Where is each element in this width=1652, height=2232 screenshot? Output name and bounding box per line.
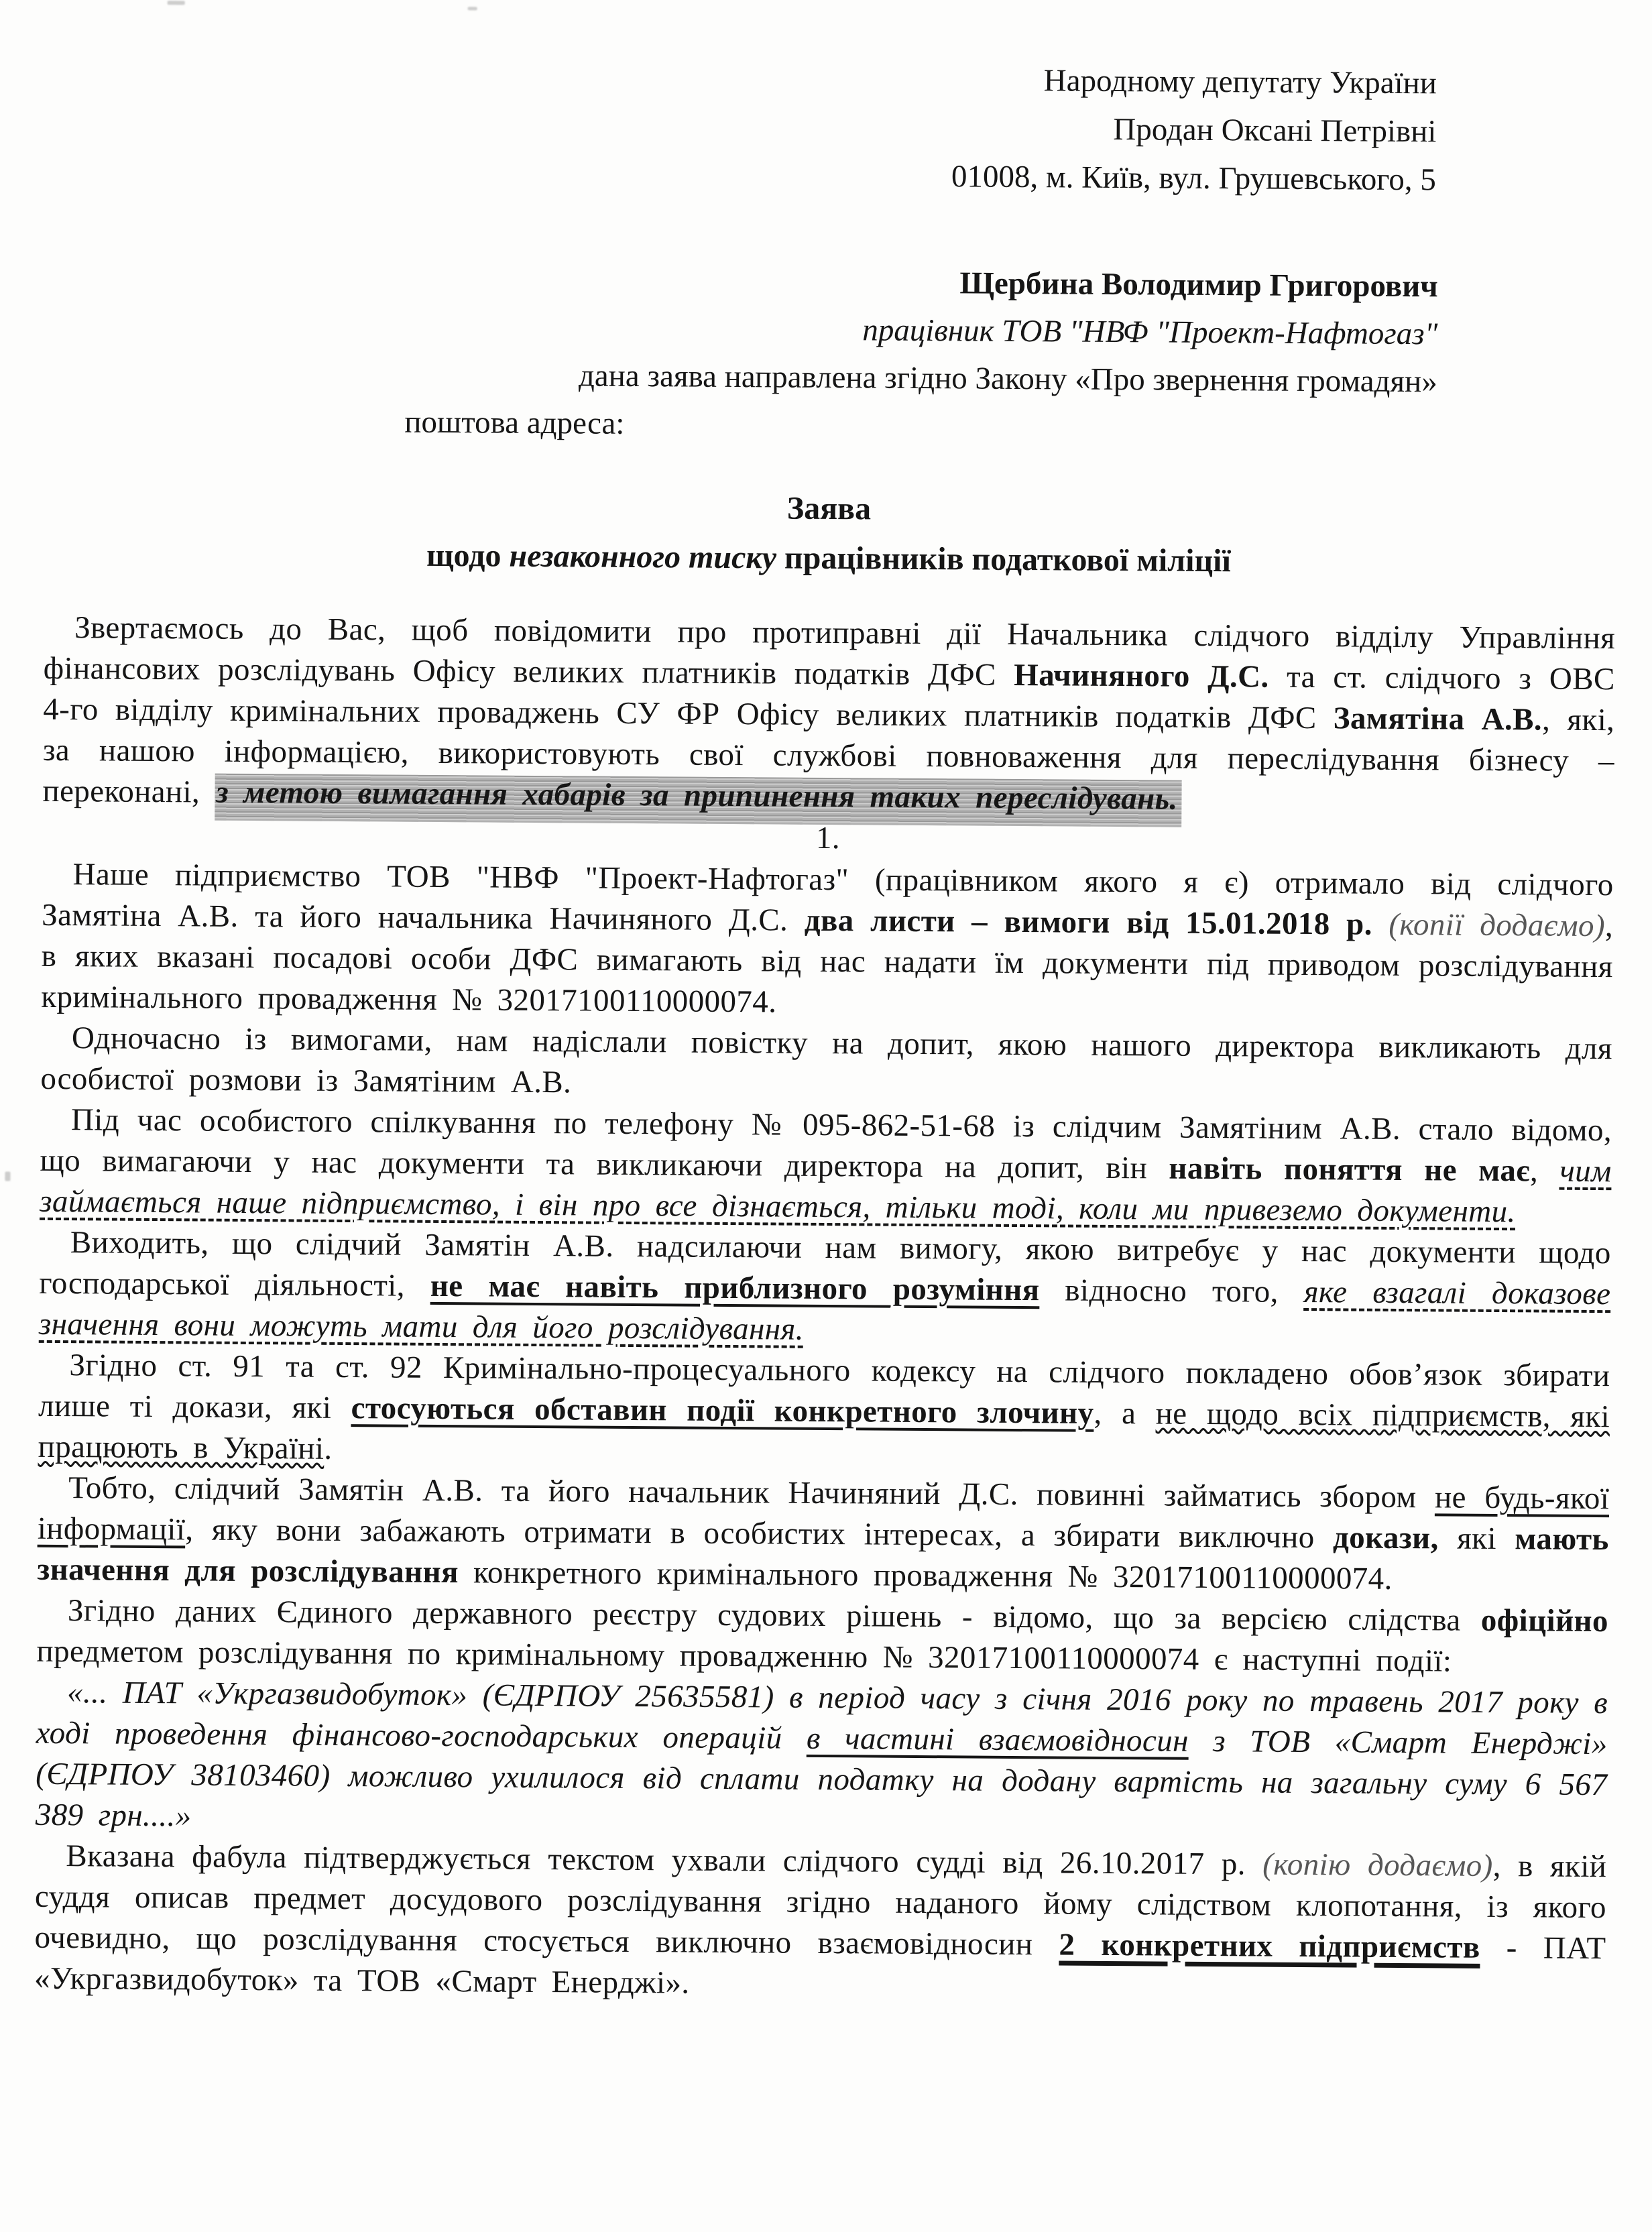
highlighted-text: з метою вимагання хабарів за припинення таких переслідувань. [215, 774, 1182, 827]
text-run: , [1529, 1153, 1560, 1189]
underlined-text: в частині взаємовідносин [806, 1720, 1189, 1759]
text-run: Виходить, що слідчий Замятін А.В. надсилаючи нам вимогу, якою витребує у нас документи щодо господарської діяльності, [39, 1225, 1611, 1303]
text-run: (копії додаємо) [1389, 906, 1606, 944]
underlined-text: чим займається наше підприємство, і він про все дізнається, тільки тоді, коли ми привеземо документи. [40, 1153, 1612, 1230]
text-run: Вказана фабула підтверджується текстом ухвали слідчого судді від 26.10.2017 р. [66, 1838, 1263, 1882]
text-run: офіційно [1480, 1602, 1609, 1639]
text-run: працівник ТОВ "НВФ "Проект-Нафтогаз" [862, 312, 1438, 352]
title-block [3, 479, 1652, 587]
text-run: Тобто, слідчий Замятін А.В. та його начальник Начиняний Д.С. повинні займатись збором [68, 1470, 1435, 1515]
paragraph [36, 1590, 1608, 1683]
paragraph [40, 1100, 1612, 1233]
text-run: два листи – вимоги від 15.01.2018 р. [804, 902, 1389, 942]
scan-artifact [468, 7, 477, 10]
recipient-line: 01008, м. Київ, вул. Грушевського, 5 [951, 159, 1437, 198]
text-run: навіть поняття не має [1169, 1151, 1531, 1189]
text-run: Під час особистого спілкування по телефону № 095-862-51-68 із слідчим Замятіним А.В. стало відомо, що вимагаючи у нас документи та викликаючи директора на допит, він [40, 1102, 1612, 1186]
text-run: та ст. слідчого з ОВС 4-го відділу кримінальних проваджень СУ ФР Офісу великих платників податків ДФС [43, 659, 1615, 736]
underlined-text: не будь-якої інформації [37, 1480, 1610, 1547]
document-body [34, 607, 1615, 2010]
underlined-text: не має навіть приблизного розуміння [430, 1268, 1040, 1308]
text-run: Щербина Володимир Григорович [959, 266, 1438, 304]
text-run: Начиняного Д.С. [1014, 657, 1269, 695]
paragraph [42, 607, 1615, 823]
text-run: Наше підприємство ТОВ "НВФ "Проект-Нафтогаз" (працівником якого я є) отримало від слідчого Замятіна А.В. та його начальника Начиняного Д.С. [42, 857, 1614, 938]
text-run: , а [1094, 1395, 1156, 1431]
document-title: Заява [786, 490, 872, 527]
underlined-text: стосуються обставин події конкретного злочину [351, 1391, 1094, 1431]
text-run: - ПАТ «Укргазвидобуток» та ТОВ «Смарт Енерджі». [34, 1930, 1606, 2001]
text-run: Згідно ст. 91 та ст. 92 Кримінально-процесуального кодексу на слідчого покладено обов’язок збирати лише ті докази, які [38, 1348, 1610, 1426]
text-run: відносно того, [1039, 1273, 1304, 1309]
text-run: , в якій суддя описав предмет досудового розслідування згідно наданого йому слідством клопотання, із якого очевидно, що розслідування стосується виключно взаємовідносин [34, 1848, 1607, 1962]
underlined-text: яке взагалі доказове значення вони можуть мати для його розслідування. [38, 1274, 1611, 1347]
recipient-line: Продан Оксані Петрівні [1113, 111, 1437, 150]
paragraph [34, 1836, 1607, 2010]
paragraph [37, 1468, 1609, 1601]
scan-artifact [168, 1, 185, 5]
scan-artifact [5, 1171, 10, 1181]
paragraph [40, 1018, 1612, 1110]
text-run: поштова адреса: [404, 404, 625, 441]
text-run: предметом розслідування по кримінальному провадженню № 32017100110000074 є наступні події: [36, 1633, 1452, 1679]
text-run: . [324, 1431, 333, 1466]
recipient-line: Народному депутату України [1043, 63, 1437, 101]
text-run: незаконного тиску [509, 538, 777, 576]
text-run: Згідно даних Єдиного державного реєстру судових рішень - відомо, що за версією слідства [67, 1593, 1482, 1638]
text-run: «... ПАТ «Укргазвидобуток» (ЄДРПОУ 25635581) в період часу з січня 2016 року по травень 2017 року в ході проведення фінансово-господарських операцій [36, 1675, 1608, 1756]
text-run: Замятіна А.В. [1333, 701, 1543, 738]
paragraph [41, 854, 1614, 1029]
text-run: дана заява направлена згідно Закону «Про звернення громадян» [578, 358, 1437, 400]
text-run: Одночасно із вимогами, нам надіслали повістку на допит, якою нашого директора викликають для особистої розмови із Замятіним А.В. [40, 1020, 1613, 1100]
paragraph-group-intro [42, 607, 1615, 823]
paragraph [36, 1672, 1608, 1846]
text-run: (копію додаємо) [1262, 1846, 1493, 1883]
text-run: які [1438, 1521, 1515, 1557]
text-run: , які, за нашою інформацією, використовують свої службові повноваження для переслідування бізнесу – переконані, [42, 702, 1615, 810]
paragraph [38, 1345, 1610, 1478]
text-run: мають значення для розслідування [37, 1521, 1609, 1590]
document-subtitle [3, 529, 1652, 587]
paragraph-group-main [34, 854, 1614, 2010]
text-run: конкретного кримінального провадження № 32017100110000074. [458, 1555, 1393, 1596]
underlined-text: 2 конкретних підприємств [1059, 1927, 1480, 1965]
text-run: з ТОВ «Смарт Енерджі» (ЄДРПОУ 38103460) можливо ухилилося від сплати податку на додану вартість на загальну суму 6 567 389 грн....» [35, 1723, 1608, 1834]
recipient-block [5, 0, 1652, 206]
text-run: , яку вони забажають отримати в особистих інтересах, а збирати виключно [185, 1512, 1334, 1555]
text-run: Звертаємось до Вас, щоб повідомити про протиправні дії Начальника слідчого відділу Управління фінансових розслідувань Офісу великих платників податків ДФС [43, 610, 1616, 693]
sender-block [3, 253, 1652, 455]
underlined-text: не щодо всіх підприємств, які працюють в Україні [38, 1396, 1610, 1466]
text-run: працівників податкової міліції [776, 540, 1231, 579]
text-run: щодо [426, 537, 510, 574]
text-run: , в яких вказані посадові особи ДФС вимагають від нас надати їм документи під приводом розслідування кримінального провадження № 32017100110000074. [41, 908, 1614, 1020]
paragraph [39, 1222, 1611, 1356]
section-number: 1. [815, 820, 841, 856]
text-run: докази, [1332, 1520, 1439, 1556]
